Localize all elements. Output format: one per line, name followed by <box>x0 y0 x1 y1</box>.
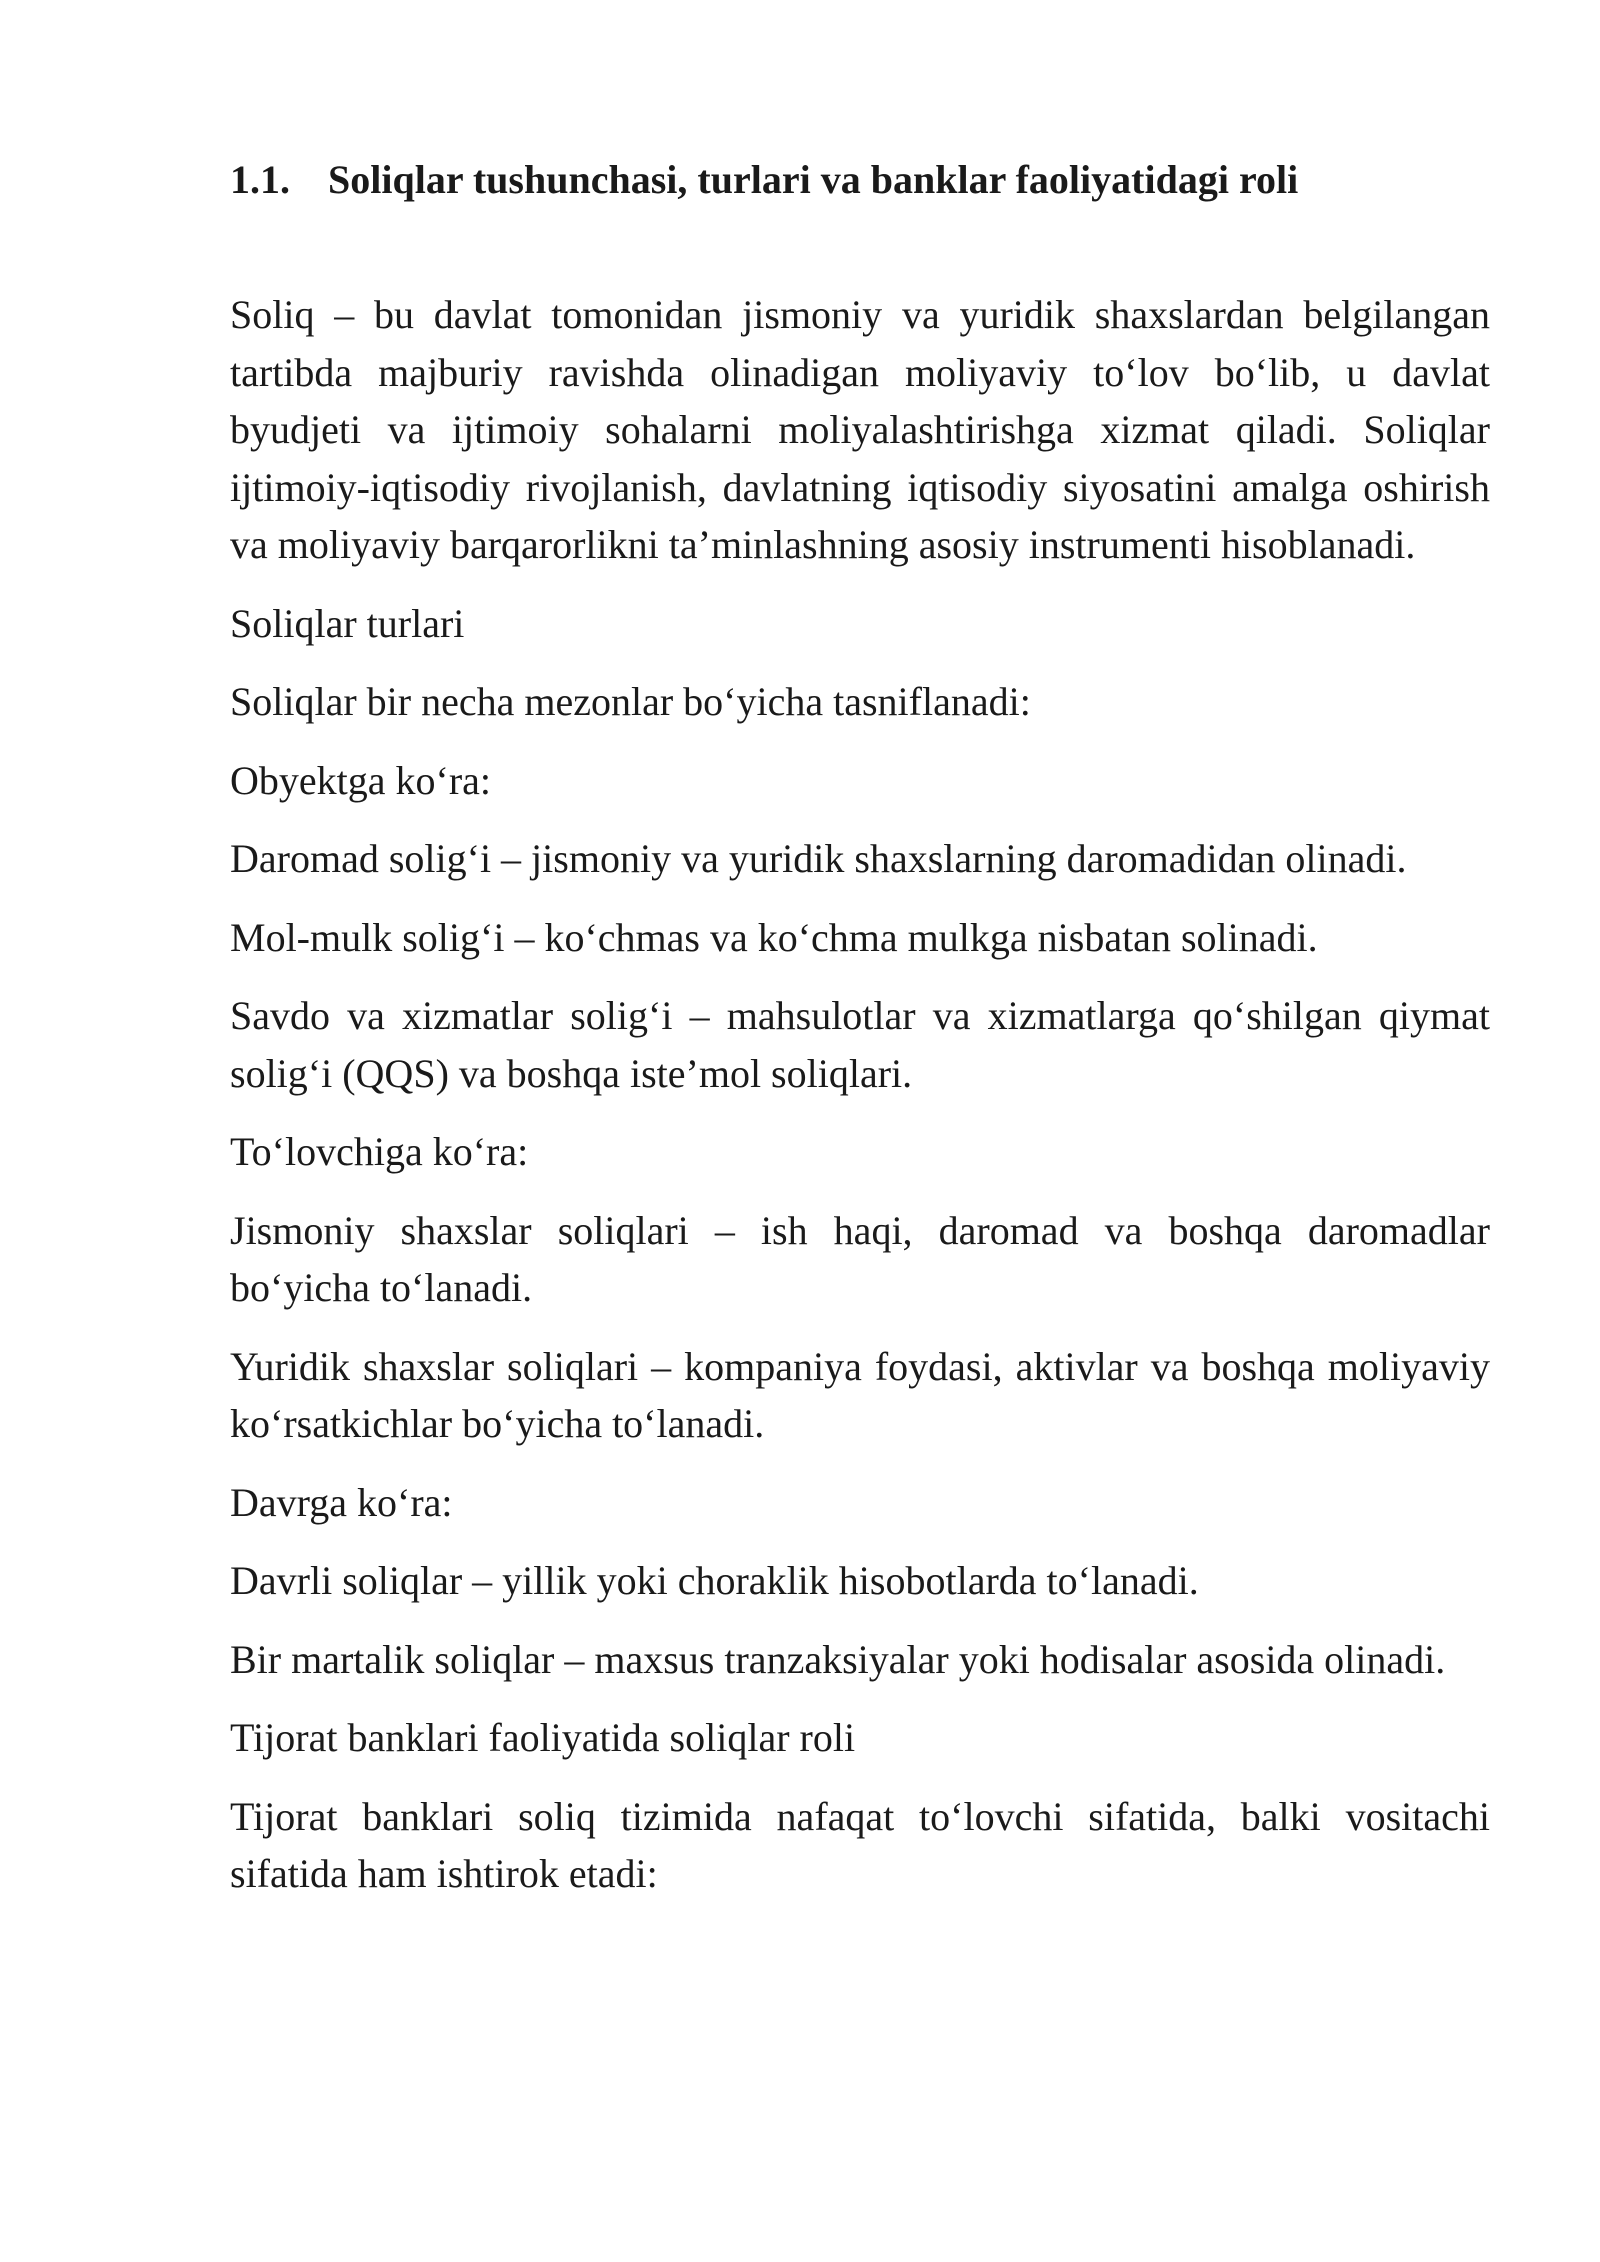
paragraph-property-tax: Mol-mulk solig‘i – ko‘chmas va ko‘chma mulkga nisbatan solinadi. <box>230 914 1318 960</box>
paragraph-income-tax: Daromad solig‘i – jismoniy va yuridik shaxslarning daromadidan olinadi. <box>230 836 1407 881</box>
paragraph-by-payer: To‘lovchiga ko‘ra: <box>230 1129 529 1174</box>
paragraph-by-period: Davrga ko‘ra: <box>230 1479 453 1525</box>
section-heading <box>230 150 1490 210</box>
section-number: 1.1. <box>230 157 290 202</box>
paragraph-individual-tax: Jismoniy shaxslar soliqlari – ish haqi, daromad va boshqa daromadlar bo‘yicha to‘lanadi. <box>230 1207 1490 1310</box>
paragraph-by-object: Obyektga ko‘ra: <box>230 757 492 803</box>
paragraph-banks-role: Tijorat banklari soliq tizimida nafaqat to‘lovchi sifatida, balki vositachi sifatida ham ishtirok etadi: <box>230 1793 1490 1896</box>
paragraph-legal-entity-tax: Yuridik shaxslar soliqlari – kompaniya foydasi, aktivlar va boshqa moliyaviy ko‘rsatkichlar bo‘yicha to‘lanadi. <box>230 1343 1490 1446</box>
page-content <box>230 150 1490 1924</box>
paragraph-definition: Soliq – bu davlat tomonidan jismoniy va yuridik shaxslardan belgilangan tartibda majburiy ravishda olinadigan moliyaviy to‘lov bo‘lib, u davlat byudjeti va ijtimoiy sohalarni moliyalashtirishga xizmat qiladi. Soliqlar ijtimoiy-iqtisodiy rivojlanish, davlatning iqtisodiy siyosatini amalga oshirish va moliyaviy barqarorlikni ta’minlashning asosiy instrumenti hisoblanadi. <box>230 292 1490 567</box>
paragraph-periodic-tax: Davrli soliqlar – yillik yoki choraklik hisobotlarda to‘lanadi. <box>230 1558 1199 1603</box>
paragraph-one-time-tax: Bir martalik soliqlar – maxsus tranzaksiyalar yoki hodisalar asosida olinadi. <box>230 1636 1446 1682</box>
paragraph-subheading-banks: Tijorat banklari faoliyatida soliqlar roli <box>230 1715 856 1760</box>
paragraph-classification-intro: Soliqlar bir necha mezonlar bo‘yicha tasniflanadi: <box>230 679 1031 724</box>
paragraph-subheading-types: Soliqlar turlari <box>230 600 465 646</box>
section-title: Soliqlar tushunchasi, turlari va banklar faoliyatidagi roli <box>328 157 1299 202</box>
paragraph-trade-tax: Savdo va xizmatlar solig‘i – mahsulotlar va xizmatlarga qo‘shilgan qiymat solig‘i (QQS) va boshqa iste’mol soliqlari. <box>230 993 1490 1096</box>
